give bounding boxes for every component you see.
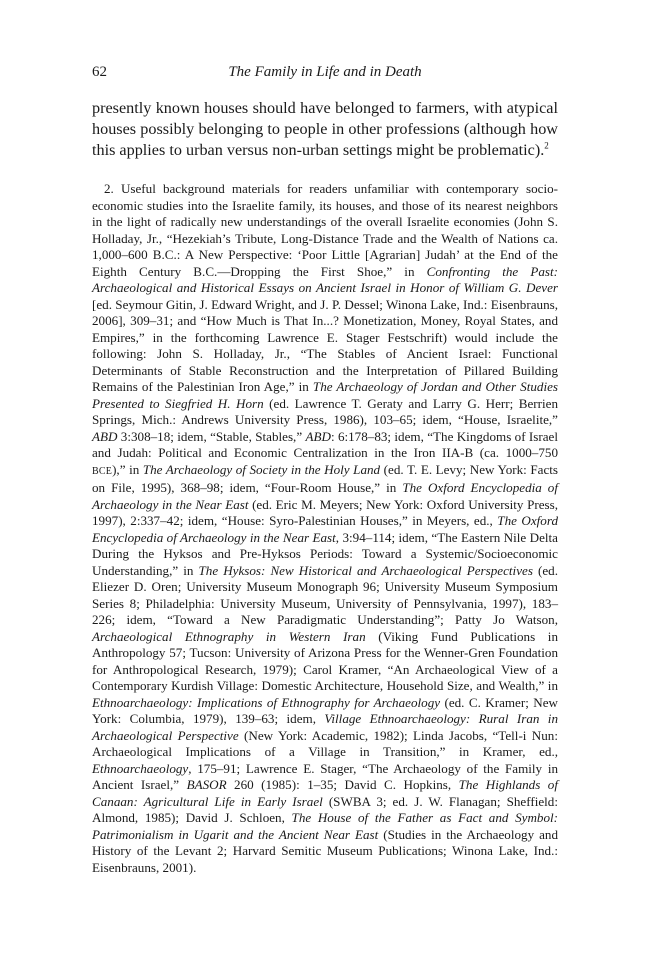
small-caps-era: BCE: [92, 465, 113, 477]
footnote-text: ),” in: [112, 461, 143, 477]
footnote-text: (ed. Eliezer D. Oren; University Museum Monograph 96; University Museum Symposium Series 8; Philadelphia: University Museum, University of Pennsylvania, 1997), 183–226; idem, “Toward a New Paradigmatic Understanding”; Patty Jo Watson,: [92, 562, 558, 627]
footnote-2: [92, 181, 558, 876]
footnote-text: 260 (1985): 1–35; David C. Hopkins,: [226, 777, 459, 792]
citation-title: The House of the Father as Fact and Symbol: Patrimonialism in Ugarit and the Ancient Near East: [92, 810, 558, 842]
body-paragraph: [92, 98, 558, 161]
footnote-text: Useful background materials for readers unfamiliar with contemporary socio-economic studies into the Israelite family, its houses, and those of its nearest neighbors in the light of radically new understandings of the overall Israelite economies (John S. Holladay, Jr., “Hezekiah’s Tribute, Long-Distance Trade and the Wealth of Nations ca. 1,000–600 B.C.: A New Perspective: ‘Poor Little [Agrarian] Judah’ at the End of the Eighth Century B.C.—Dropping the First Shoe,” in: [92, 181, 558, 279]
page-number: 62: [92, 64, 107, 80]
page-header: [92, 62, 558, 82]
citation-title: Village Ethnoarchaeology: Rural Iran in Archaeological Perspective: [92, 711, 558, 743]
footnote-text: (Studies in the Archaeology and History of the Levant 2; Harvard Semitic Museum Publications; Winona Lake, Ind.: Eisenbrauns, 2001).: [92, 826, 558, 875]
running-head: The Family in Life and in Death: [228, 64, 422, 80]
citation-title: The Archaeology of Society in the Holy Land: [142, 461, 381, 477]
citation-title: ABD: [305, 428, 331, 444]
citation-title: The Archaeology of Jordan and Other Studies Presented to Siegfried H. Horn: [92, 379, 558, 411]
citation-title: Ethnoarchaeology: [92, 760, 189, 776]
citation-title: ABD: [92, 428, 118, 444]
citation-title: BASOR: [186, 777, 227, 792]
footnote-text: (ed. T. E. Levy; New York: Facts on File, 1995), 368–98; idem, “Four-Room House,” in: [92, 461, 558, 495]
footnote-text: (ed. Eric M. Meyers; New York: Oxford University Press, 1997), 2:337–42; idem, “House: Syro-Palestinian Houses,” in Meyers, ed.,: [92, 496, 558, 528]
footnote-reference: 2: [544, 140, 549, 151]
citation-title: Ethnoarchaeology: Implications of Ethnography for Archaeology: [92, 694, 441, 710]
footnote-text: : 6:178–83; idem, “The Kingdoms of Israel and Judah: Political and Economic Centralization in the Iron IIA-B (ca. 1000–750: [92, 428, 558, 460]
footnote-number: 2.: [104, 181, 114, 196]
citation-title: The Oxford Encyclopedia of Archaeology in the Near East: [92, 480, 558, 512]
citation-title: The Highlands of Canaan: Agricultural Life in Early Israel: [92, 777, 558, 809]
citation-title: Confronting the Past: Archaeological and Historical Essays on Ancient Israel in Honor of William G. Dever: [92, 263, 558, 295]
footnote-text: (Viking Fund Publications in Anthropology 57; Tucson: University of Arizona Press for the Wenner-Gren Foundation for Anthropological Research, 1979); Carol Kramer, “An Archaeological View of a Contemporary Kurdish Village: Domestic Architecture, Household Size, and Wealth,” in: [92, 628, 558, 693]
citation-title: Archaeological Ethnography in Western Iran: [92, 628, 366, 644]
footnote-text: , 175–91; Lawrence E. Stager, “The Archaeology of the Family in Ancient Israel,”: [92, 760, 558, 792]
body-paragraph-text: presently known houses should have belonged to farmers, with atypical houses possibly belonging to people in other professions (although how this applies to urban versus non-urban settings might be problematic).: [92, 99, 558, 159]
footnote-text: (New York: Academic, 1982); Linda Jacobs, “Tell-i Nun: Archaeological Implications of a Village in Transition,” in Kramer, ed.,: [92, 727, 558, 759]
citation-title: The Oxford Encyclopedia of Archaeology in the Near East: [92, 513, 558, 545]
footnote-text: (ed. C. Kramer; New York: Columbia, 1979), 139–63; idem,: [92, 694, 558, 726]
footnote-text: [ed. Seymour Gitin, J. Edward Wright, and J. P. Dessel; Winona Lake, Ind.: Eisenbrauns, 2006], 309–31; and “How Much is That In...? Monetization, Money, Royal States, and Empires,” in the forthcoming Lawrence E. Stager Festschrift) would include the following: John S. Holladay, Jr., “The Stables of Ancient Israel: Functional Determinants of Stable Reconstruction and the Interpretation of Pillared Building Remains of the Palestinian Iron Age,” in: [92, 296, 558, 394]
footnote-text: (ed. Lawrence T. Geraty and Larry G. Herr; Berrien Springs, Mich.: Andrews University Press, 1986), 103–65; idem, “House, Israelite,”: [92, 395, 558, 427]
footnote-text: 3:308–18; idem, “Stable, Stables,”: [117, 428, 306, 444]
footnote-text: , 3:94–114; idem, “The Eastern Nile Delta During the Hyksos and Pre-Hyksos Periods: Toward a Systemic/Socioeconomic Understanding,” in: [92, 529, 558, 578]
footnote-text: (SWBA 3; ed. J. W. Flanagan; Sheffield: Almond, 1985); David J. Schloen,: [92, 793, 558, 825]
citation-title: The Hyksos: New Historical and Archaeological Perspectives: [198, 562, 533, 578]
